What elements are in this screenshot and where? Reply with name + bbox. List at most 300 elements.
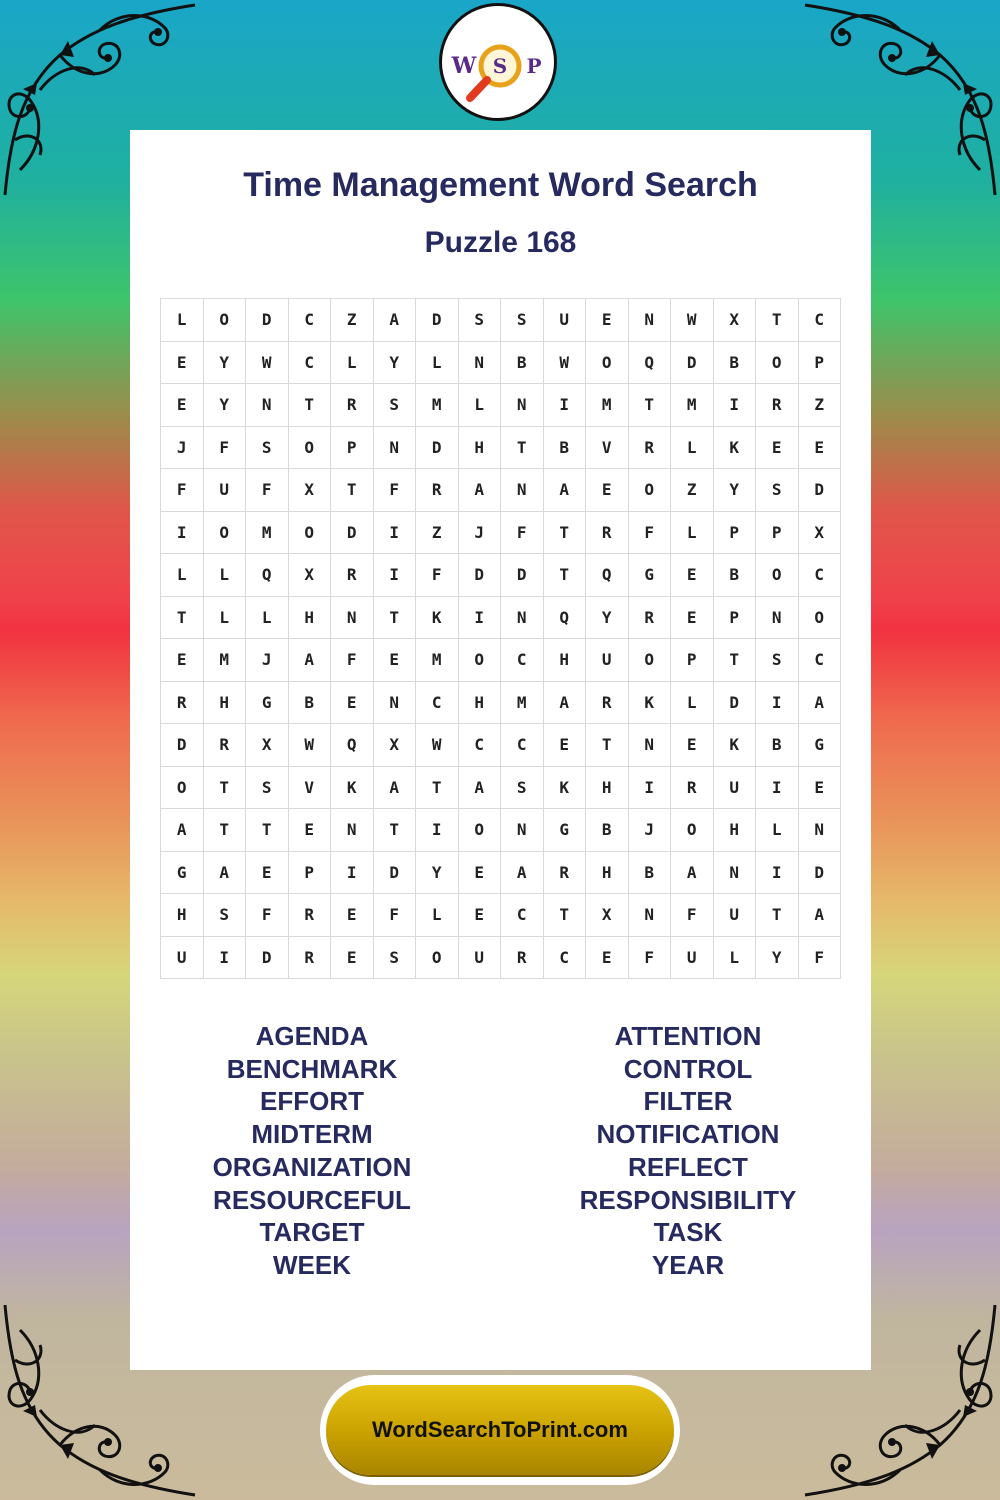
grid-cell[interactable]: T <box>161 596 204 639</box>
grid-cell[interactable]: D <box>713 681 756 724</box>
grid-cell[interactable]: E <box>798 426 841 469</box>
grid-cell[interactable]: R <box>543 851 586 894</box>
grid-cell[interactable]: A <box>501 851 544 894</box>
grid-cell[interactable]: U <box>458 936 501 979</box>
grid-cell[interactable]: F <box>246 894 289 937</box>
grid-cell[interactable]: L <box>161 299 204 342</box>
grid-cell[interactable]: F <box>416 554 459 597</box>
grid-cell[interactable]: S <box>373 936 416 979</box>
grid-cell[interactable]: E <box>331 681 374 724</box>
magnifier-logo-icon <box>442 6 554 118</box>
grid-cell[interactable]: U <box>586 639 629 682</box>
grid-cell[interactable]: E <box>373 639 416 682</box>
grid-cell[interactable]: E <box>798 766 841 809</box>
grid-cell[interactable]: H <box>543 639 586 682</box>
grid-cell[interactable]: R <box>628 596 671 639</box>
grid-cell[interactable]: J <box>246 639 289 682</box>
grid-cell[interactable]: T <box>288 384 331 427</box>
grid-cell[interactable]: E <box>161 639 204 682</box>
grid-cell[interactable]: A <box>671 851 714 894</box>
grid-cell[interactable]: E <box>586 299 629 342</box>
grid-cell[interactable]: T <box>543 511 586 554</box>
grid-cell[interactable]: E <box>161 384 204 427</box>
grid-cell[interactable]: B <box>501 341 544 384</box>
grid-cell[interactable]: G <box>543 809 586 852</box>
website-banner[interactable] <box>320 1375 680 1485</box>
grid-cell[interactable]: A <box>288 639 331 682</box>
word-list-item: REFLECT <box>628 1151 748 1182</box>
grid-row <box>161 894 841 937</box>
grid-cell[interactable]: N <box>373 426 416 469</box>
grid-cell[interactable]: O <box>203 299 246 342</box>
grid-cell[interactable]: C <box>798 554 841 597</box>
grid-cell[interactable]: S <box>246 766 289 809</box>
grid-cell[interactable]: C <box>543 936 586 979</box>
grid-cell[interactable]: R <box>288 936 331 979</box>
grid-row <box>161 469 841 512</box>
grid-row <box>161 596 841 639</box>
grid-cell[interactable]: T <box>756 894 799 937</box>
grid-cell[interactable]: C <box>288 341 331 384</box>
grid-cell[interactable]: C <box>501 639 544 682</box>
grid-cell[interactable]: U <box>161 936 204 979</box>
grid-cell[interactable]: I <box>373 554 416 597</box>
grid-cell[interactable]: V <box>288 766 331 809</box>
grid-cell[interactable]: T <box>756 299 799 342</box>
grid-cell[interactable]: L <box>671 426 714 469</box>
grid-cell[interactable]: L <box>203 554 246 597</box>
grid-cell[interactable]: W <box>671 299 714 342</box>
website-button[interactable] <box>326 1385 674 1475</box>
grid-cell[interactable]: P <box>288 851 331 894</box>
grid-cell[interactable]: C <box>416 681 459 724</box>
grid-cell[interactable]: I <box>713 384 756 427</box>
grid-cell[interactable]: S <box>246 426 289 469</box>
grid-cell[interactable]: I <box>756 766 799 809</box>
grid-cell[interactable]: M <box>501 681 544 724</box>
grid-cell[interactable]: S <box>501 766 544 809</box>
grid-cell[interactable]: T <box>713 639 756 682</box>
grid-cell[interactable]: R <box>501 936 544 979</box>
grid-cell[interactable]: E <box>288 809 331 852</box>
grid-cell[interactable]: O <box>756 341 799 384</box>
grid-cell[interactable]: F <box>246 469 289 512</box>
grid-cell[interactable]: N <box>756 596 799 639</box>
grid-cell[interactable]: R <box>628 426 671 469</box>
puzzle-sheet <box>130 130 871 1370</box>
grid-cell[interactable]: I <box>161 511 204 554</box>
grid-cell[interactable]: D <box>501 554 544 597</box>
grid-cell[interactable]: K <box>416 596 459 639</box>
grid-cell[interactable]: R <box>756 384 799 427</box>
grid-cell[interactable]: J <box>628 809 671 852</box>
grid-cell[interactable]: X <box>798 511 841 554</box>
grid-cell[interactable]: L <box>416 341 459 384</box>
grid-cell[interactable]: A <box>161 809 204 852</box>
grid-cell[interactable]: R <box>288 894 331 937</box>
grid-cell[interactable]: U <box>713 766 756 809</box>
grid-cell[interactable]: Z <box>798 384 841 427</box>
grid-cell[interactable]: Y <box>586 596 629 639</box>
grid-cell[interactable]: Q <box>331 724 374 767</box>
grid-cell[interactable]: F <box>373 894 416 937</box>
grid-cell[interactable]: S <box>501 299 544 342</box>
grid-cell[interactable]: C <box>798 639 841 682</box>
grid-cell[interactable]: C <box>798 299 841 342</box>
grid-cell[interactable]: D <box>798 851 841 894</box>
grid-cell[interactable]: B <box>713 554 756 597</box>
grid-cell[interactable]: O <box>161 766 204 809</box>
grid-row <box>161 426 841 469</box>
grid-cell[interactable]: I <box>756 681 799 724</box>
grid-cell[interactable]: F <box>161 469 204 512</box>
grid-cell[interactable]: F <box>798 936 841 979</box>
grid-row <box>161 639 841 682</box>
grid-cell[interactable]: O <box>798 596 841 639</box>
grid-cell[interactable]: N <box>501 469 544 512</box>
grid-cell[interactable]: E <box>246 851 289 894</box>
grid-cell[interactable]: M <box>671 384 714 427</box>
grid-cell[interactable]: N <box>458 341 501 384</box>
grid-cell[interactable]: E <box>671 596 714 639</box>
grid-cell[interactable]: R <box>331 384 374 427</box>
grid-cell[interactable]: Q <box>543 596 586 639</box>
grid-cell[interactable]: F <box>628 936 671 979</box>
grid-cell[interactable]: F <box>628 511 671 554</box>
grid-cell[interactable]: L <box>756 809 799 852</box>
grid-cell[interactable]: L <box>671 511 714 554</box>
grid-cell[interactable]: O <box>628 639 671 682</box>
grid-cell[interactable]: L <box>161 554 204 597</box>
grid-cell[interactable]: N <box>501 596 544 639</box>
grid-row <box>161 299 841 342</box>
grid-cell[interactable]: H <box>458 681 501 724</box>
grid-cell[interactable]: J <box>161 426 204 469</box>
puzzle-number: Puzzle 168 <box>424 226 577 259</box>
grid-cell[interactable]: D <box>373 851 416 894</box>
grid-row <box>161 554 841 597</box>
grid-cell[interactable]: D <box>416 299 459 342</box>
grid-cell[interactable]: U <box>671 936 714 979</box>
grid-cell[interactable]: T <box>543 894 586 937</box>
grid-cell[interactable]: W <box>246 341 289 384</box>
grid-cell[interactable]: P <box>713 511 756 554</box>
grid-cell[interactable]: E <box>756 426 799 469</box>
grid-cell[interactable]: N <box>246 384 289 427</box>
grid-cell[interactable]: P <box>331 426 374 469</box>
word-list-item: WEEK <box>273 1249 351 1280</box>
grid-cell[interactable]: K <box>331 766 374 809</box>
grid-cell[interactable]: F <box>671 894 714 937</box>
grid-cell[interactable]: O <box>458 639 501 682</box>
grid-cell[interactable]: A <box>373 766 416 809</box>
grid-cell[interactable]: I <box>543 384 586 427</box>
grid-cell[interactable]: X <box>288 554 331 597</box>
grid-cell[interactable]: T <box>628 384 671 427</box>
grid-cell[interactable]: B <box>586 809 629 852</box>
grid-cell[interactable]: T <box>373 809 416 852</box>
grid-cell[interactable]: B <box>288 681 331 724</box>
grid-cell[interactable]: S <box>756 469 799 512</box>
grid-row <box>161 341 841 384</box>
grid-cell[interactable]: O <box>203 511 246 554</box>
grid-cell[interactable]: J <box>458 511 501 554</box>
grid-cell[interactable]: Y <box>416 851 459 894</box>
grid-cell[interactable]: Y <box>203 384 246 427</box>
grid-cell[interactable]: X <box>586 894 629 937</box>
grid-cell[interactable]: O <box>586 341 629 384</box>
grid-cell[interactable]: O <box>756 554 799 597</box>
letter-grid <box>160 298 841 979</box>
grid-cell[interactable]: T <box>543 554 586 597</box>
grid-cell[interactable]: L <box>713 936 756 979</box>
grid-cell[interactable]: I <box>756 851 799 894</box>
word-list-item: NOTIFICATION <box>596 1119 780 1150</box>
grid-cell[interactable]: F <box>373 469 416 512</box>
grid-cell[interactable]: N <box>628 894 671 937</box>
grid-cell[interactable]: C <box>458 724 501 767</box>
grid-cell[interactable]: L <box>458 384 501 427</box>
word-list-item: TARGET <box>259 1217 365 1248</box>
grid-cell[interactable]: N <box>628 299 671 342</box>
grid-cell[interactable]: E <box>331 936 374 979</box>
grid-cell[interactable]: K <box>543 766 586 809</box>
grid-cell[interactable]: A <box>798 894 841 937</box>
grid-cell[interactable]: D <box>246 299 289 342</box>
grid-cell[interactable]: O <box>458 809 501 852</box>
grid-cell[interactable]: E <box>671 724 714 767</box>
grid-cell[interactable]: F <box>501 511 544 554</box>
grid-cell[interactable]: T <box>501 426 544 469</box>
grid-cell[interactable]: O <box>416 936 459 979</box>
word-list-item: ATTENTION <box>614 1021 762 1051</box>
grid-cell[interactable]: M <box>203 639 246 682</box>
grid-cell[interactable]: U <box>203 469 246 512</box>
grid-cell[interactable]: N <box>713 851 756 894</box>
grid-cell[interactable]: D <box>416 426 459 469</box>
grid-row <box>161 936 841 979</box>
grid-cell[interactable]: H <box>713 809 756 852</box>
grid-cell[interactable]: H <box>161 894 204 937</box>
word-list-left <box>147 1020 477 1282</box>
grid-cell[interactable]: H <box>458 426 501 469</box>
grid-cell[interactable]: T <box>331 469 374 512</box>
grid-cell[interactable]: L <box>331 341 374 384</box>
grid-cell[interactable]: H <box>288 596 331 639</box>
grid-cell[interactable]: R <box>203 724 246 767</box>
grid-cell[interactable]: G <box>628 554 671 597</box>
grid-cell[interactable]: B <box>756 724 799 767</box>
grid-cell[interactable]: D <box>331 511 374 554</box>
grid-cell[interactable]: T <box>203 766 246 809</box>
grid-cell[interactable]: D <box>798 469 841 512</box>
word-list-item: AGENDA <box>255 1021 369 1051</box>
grid-cell[interactable]: T <box>586 724 629 767</box>
grid-cell[interactable]: L <box>416 894 459 937</box>
grid-cell[interactable]: D <box>161 724 204 767</box>
grid-cell[interactable]: E <box>586 936 629 979</box>
grid-row <box>161 511 841 554</box>
grid-cell[interactable]: R <box>331 554 374 597</box>
grid-cell[interactable]: W <box>416 724 459 767</box>
grid-cell[interactable]: A <box>458 766 501 809</box>
logo-letter-p: P <box>526 54 542 78</box>
grid-cell[interactable]: E <box>671 554 714 597</box>
grid-cell[interactable]: I <box>416 809 459 852</box>
grid-cell[interactable]: X <box>288 469 331 512</box>
grid-cell[interactable]: S <box>203 894 246 937</box>
grid-cell[interactable]: C <box>501 724 544 767</box>
grid-cell[interactable]: R <box>586 511 629 554</box>
grid-row <box>161 809 841 852</box>
word-list-item: RESOURCEFUL <box>213 1184 411 1215</box>
grid-cell[interactable]: N <box>501 809 544 852</box>
grid-cell[interactable]: P <box>756 511 799 554</box>
logo-letter-s: S <box>492 54 508 78</box>
grid-cell[interactable]: X <box>246 724 289 767</box>
grid-cell[interactable]: B <box>543 426 586 469</box>
grid-cell[interactable]: F <box>203 426 246 469</box>
grid-cell[interactable]: Z <box>671 469 714 512</box>
grid-cell[interactable]: Q <box>628 341 671 384</box>
site-logo[interactable] <box>439 3 557 121</box>
grid-cell[interactable]: O <box>628 469 671 512</box>
grid-cell[interactable]: F <box>331 639 374 682</box>
grid-cell[interactable]: P <box>798 341 841 384</box>
page-title: Time Management Word Search <box>243 166 758 204</box>
grid-row <box>161 724 841 767</box>
grid-cell[interactable]: N <box>331 596 374 639</box>
grid-cell[interactable]: Z <box>331 299 374 342</box>
word-list-item: FILTER <box>643 1086 733 1117</box>
grid-cell[interactable]: G <box>161 851 204 894</box>
grid-cell[interactable]: N <box>628 724 671 767</box>
grid-cell[interactable]: T <box>203 809 246 852</box>
grid-cell[interactable]: K <box>628 681 671 724</box>
grid-cell[interactable]: Y <box>373 341 416 384</box>
word-list-item: TASK <box>653 1217 723 1248</box>
grid-cell[interactable]: R <box>671 766 714 809</box>
grid-cell[interactable]: R <box>416 469 459 512</box>
grid-cell[interactable]: X <box>713 299 756 342</box>
grid-row <box>161 681 841 724</box>
grid-cell[interactable]: C <box>501 894 544 937</box>
grid-cell[interactable]: A <box>543 681 586 724</box>
grid-cell[interactable]: T <box>246 809 289 852</box>
grid-cell[interactable]: Z <box>416 511 459 554</box>
word-list-item: RESPONSIBILITY <box>579 1184 797 1215</box>
grid-cell[interactable]: M <box>246 511 289 554</box>
grid-cell[interactable]: P <box>671 639 714 682</box>
word-list-right <box>523 1020 853 1282</box>
grid-cell[interactable]: R <box>586 681 629 724</box>
grid-cell[interactable]: M <box>586 384 629 427</box>
grid-cell[interactable]: E <box>161 341 204 384</box>
grid-cell[interactable]: I <box>628 766 671 809</box>
grid-cell[interactable]: Y <box>713 469 756 512</box>
grid-cell[interactable]: T <box>373 596 416 639</box>
word-list-item: YEAR <box>651 1249 725 1280</box>
grid-cell[interactable]: G <box>246 681 289 724</box>
grid-cell[interactable]: K <box>713 426 756 469</box>
grid-cell[interactable]: L <box>671 681 714 724</box>
grid-row <box>161 384 841 427</box>
grid-cell[interactable]: W <box>543 341 586 384</box>
grid-cell[interactable]: A <box>543 469 586 512</box>
grid-cell[interactable]: E <box>586 469 629 512</box>
grid-cell[interactable]: U <box>713 894 756 937</box>
grid-row <box>161 766 841 809</box>
grid-cell[interactable]: D <box>671 341 714 384</box>
grid-cell[interactable]: O <box>288 426 331 469</box>
grid-cell[interactable]: I <box>331 851 374 894</box>
grid-cell[interactable]: O <box>288 511 331 554</box>
grid-cell[interactable]: E <box>458 894 501 937</box>
grid-cell[interactable]: A <box>798 681 841 724</box>
grid-cell[interactable]: U <box>543 299 586 342</box>
grid-cell[interactable]: H <box>203 681 246 724</box>
grid-cell[interactable]: X <box>373 724 416 767</box>
grid-cell[interactable]: Y <box>203 341 246 384</box>
grid-cell[interactable]: Q <box>586 554 629 597</box>
website-link[interactable]: WordSearchToPrint.com <box>372 1417 628 1442</box>
grid-cell[interactable]: D <box>246 936 289 979</box>
grid-cell[interactable]: S <box>756 639 799 682</box>
grid-cell[interactable]: B <box>628 851 671 894</box>
word-list-item: CONTROL <box>623 1053 753 1084</box>
grid-cell[interactable]: T <box>416 766 459 809</box>
grid-cell[interactable]: D <box>458 554 501 597</box>
grid-cell[interactable]: N <box>331 809 374 852</box>
grid-cell[interactable]: W <box>288 724 331 767</box>
grid-cell[interactable]: N <box>373 681 416 724</box>
grid-cell[interactable]: L <box>203 596 246 639</box>
grid-cell[interactable]: I <box>373 511 416 554</box>
grid-cell[interactable]: E <box>458 851 501 894</box>
grid-cell[interactable]: H <box>586 851 629 894</box>
grid-cell[interactable]: B <box>713 341 756 384</box>
grid-cell[interactable]: A <box>373 299 416 342</box>
word-list-item: ORGANIZATION <box>212 1151 412 1182</box>
grid-cell[interactable]: M <box>416 384 459 427</box>
grid-cell[interactable]: G <box>798 724 841 767</box>
grid-cell[interactable]: R <box>161 681 204 724</box>
grid-cell[interactable]: S <box>373 384 416 427</box>
grid-cell[interactable]: O <box>671 809 714 852</box>
grid-cell[interactable]: E <box>331 894 374 937</box>
grid-cell[interactable]: Q <box>246 554 289 597</box>
grid-cell[interactable]: A <box>203 851 246 894</box>
grid-cell[interactable]: S <box>458 299 501 342</box>
grid-cell[interactable]: P <box>713 596 756 639</box>
grid-cell[interactable]: N <box>798 809 841 852</box>
grid-cell[interactable]: N <box>501 384 544 427</box>
grid-cell[interactable]: H <box>586 766 629 809</box>
grid-row <box>161 851 841 894</box>
grid-cell[interactable]: M <box>416 639 459 682</box>
grid-cell[interactable]: K <box>713 724 756 767</box>
word-list-item: BENCHMARK <box>226 1053 398 1084</box>
grid-cell[interactable]: A <box>458 469 501 512</box>
grid-cell[interactable]: E <box>543 724 586 767</box>
word-list-item: MIDTERM <box>251 1119 373 1150</box>
grid-cell[interactable]: I <box>458 596 501 639</box>
grid-cell[interactable]: L <box>246 596 289 639</box>
grid-cell[interactable]: I <box>203 936 246 979</box>
grid-cell[interactable]: C <box>288 299 331 342</box>
grid-cell[interactable]: V <box>586 426 629 469</box>
grid-cell[interactable]: Y <box>756 936 799 979</box>
